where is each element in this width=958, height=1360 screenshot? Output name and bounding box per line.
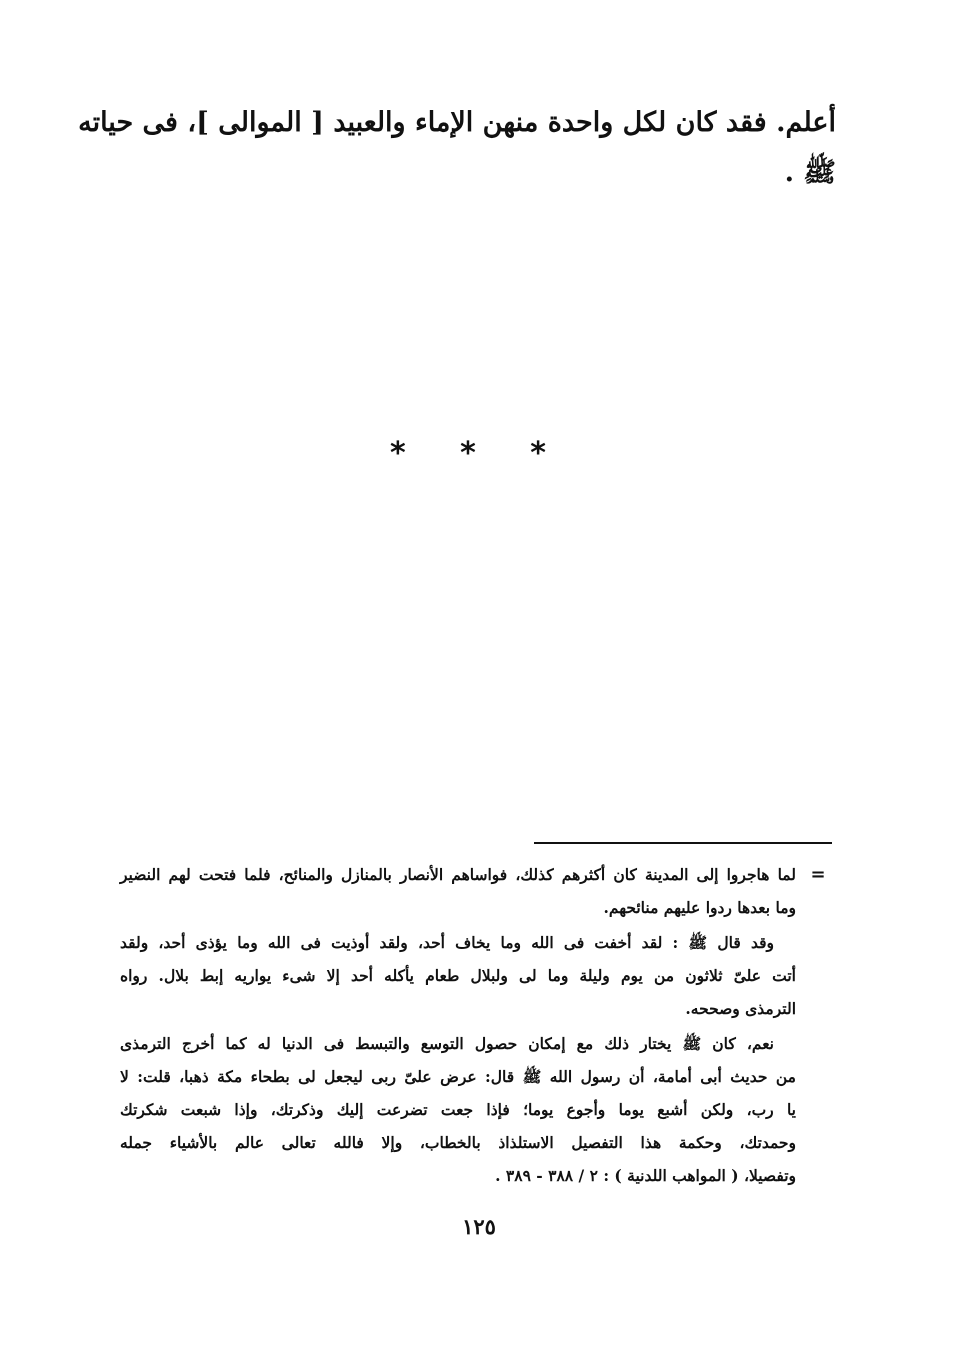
footnote-divider	[534, 842, 832, 844]
main-text-line: ﷺ .	[784, 157, 836, 188]
footnote-line: أتت علىّ ثلاثون من يوم وليلة وما لى ولبلال طعام يأكله أحد إلا شىء يواريه إبط بلال. رواه	[120, 966, 796, 985]
footnote-line: وقد قال ﷺ : لقد أخفت فى الله وما يخاف أحد، ولقد أوذيت فى الله وما يؤذى أحد، ولقد	[120, 933, 774, 952]
footnote-continuation-mark: =	[810, 864, 826, 885]
page-number: ١٢٥	[462, 1214, 496, 1239]
footnote-paragraph	[120, 926, 796, 1025]
footnote-paragraph	[120, 1027, 796, 1192]
footnote-paragraph	[120, 858, 796, 924]
footnote-line: وحمدتك، وحكمة هذا التفصيل الاستلذاذ بالخطاب، وإلا فالله تعالى عالم بالأشياء جمله	[120, 1133, 796, 1152]
footnotes-block	[120, 858, 796, 1194]
footnote-line: يا رب، ولكن أشبع يوما وأجوع يوما؛ فإذا جعت تضرعت إليك وذكرتك، وإذا شبعت شكرتك	[120, 1100, 796, 1119]
main-text-line: أعلم. فقد كان لكل واحدة منهن الإماء والعبيد [ الموالى ]، فى حياته	[78, 107, 836, 138]
footnote-line: وتفصيلا، ( المواهب اللدنية ) : ٢ / ٣٨٨ - ٣٨٩ .	[495, 1166, 796, 1185]
footnote-line: لما هاجروا إلى المدينة كان أكثرهم كذلك، فواساهم الأنصار بالمنازل والمنائح، فلما فتحت لهم النضير	[120, 865, 796, 884]
footnote-line: الترمذى وصححه.	[685, 999, 796, 1018]
section-separator: * * *	[390, 436, 568, 471]
main-body-text	[78, 98, 836, 198]
footnote-line: من حديث أبى أمامة، أن رسول الله ﷺ قال: عرض علىّ ربى ليجعل لى بطحاء مكة ذهبا، قلت: لا	[120, 1067, 796, 1086]
footnote-line: وما بعدها ردوا عليهم منائحهم.	[603, 898, 796, 917]
footnote-line: نعم، كان ﷺ يختار ذلك مع إمكان حصول التوسع والتبسط فى الدنيا له كما أخرج الترمذى	[120, 1034, 774, 1053]
